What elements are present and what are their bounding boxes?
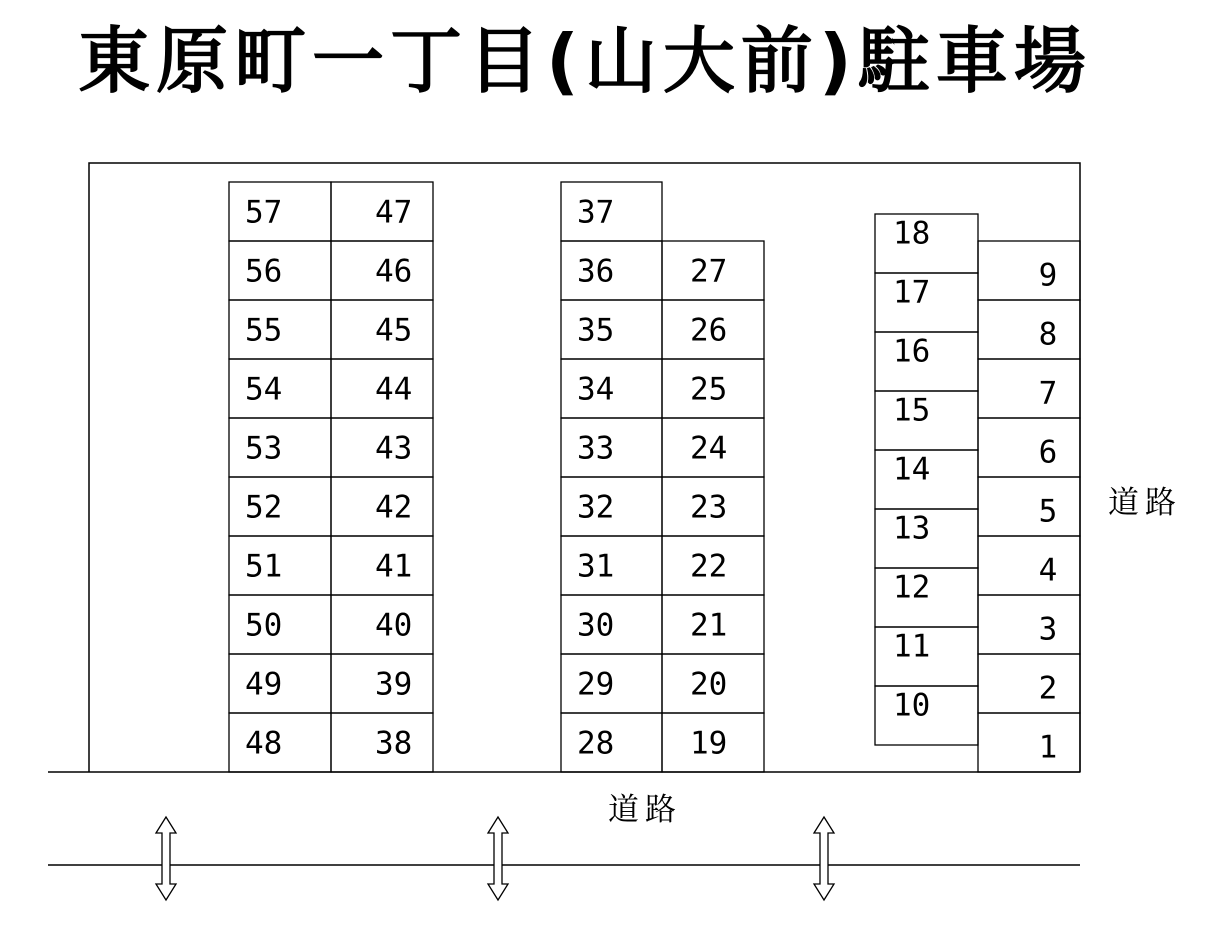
stall-number: 1 — [1038, 729, 1058, 766]
parking-stall — [229, 477, 331, 536]
stall-number: 10 — [893, 687, 931, 724]
stall-number: 21 — [690, 607, 728, 644]
stall-number: 49 — [245, 666, 283, 703]
parking-stall — [978, 477, 1080, 536]
parking-stall — [875, 450, 978, 509]
stall-number: 8 — [1038, 316, 1058, 353]
stall-box — [978, 300, 1080, 359]
parking-stall — [229, 713, 331, 772]
stall-number: 43 — [375, 430, 413, 467]
stall-box — [978, 536, 1080, 595]
parking-stall — [229, 300, 331, 359]
parking-stall — [229, 241, 331, 300]
stall-box — [978, 654, 1080, 713]
stall-number: 22 — [690, 548, 728, 585]
parking-stall — [978, 536, 1080, 595]
stall-number: 11 — [893, 628, 931, 665]
stall-number: 2 — [1038, 670, 1058, 707]
parking-stall — [875, 627, 978, 686]
parking-stall — [662, 654, 764, 713]
parking-stall — [662, 713, 764, 772]
parking-stall — [331, 536, 433, 595]
stall-number: 25 — [690, 371, 728, 408]
stall-number: 16 — [893, 333, 931, 370]
stall-number: 38 — [375, 725, 413, 762]
parking-stall — [662, 418, 764, 477]
stall-number: 23 — [690, 489, 728, 526]
stall-number: 33 — [577, 430, 615, 467]
parking-stall — [331, 300, 433, 359]
stall-number: 34 — [577, 371, 615, 408]
parking-stall — [561, 418, 662, 477]
parking-stall — [331, 241, 433, 300]
parking-stall — [331, 359, 433, 418]
stall-number: 42 — [375, 489, 413, 526]
stall-number: 14 — [893, 451, 931, 488]
parking-stall — [331, 654, 433, 713]
stall-number: 51 — [245, 548, 283, 585]
stall-number: 19 — [690, 725, 728, 762]
parking-stall — [561, 713, 662, 772]
parking-stall — [561, 595, 662, 654]
parking-stall — [662, 536, 764, 595]
parking-stall — [978, 418, 1080, 477]
stall-number: 31 — [577, 548, 615, 585]
stall-number: 24 — [690, 430, 728, 467]
parking-stall — [662, 477, 764, 536]
parking-stall — [561, 300, 662, 359]
stall-number: 9 — [1038, 257, 1058, 294]
parking-stall — [875, 332, 978, 391]
stall-number: 6 — [1038, 434, 1058, 471]
stall-number: 37 — [577, 194, 615, 231]
parking-stall — [229, 654, 331, 713]
stall-box — [978, 418, 1080, 477]
stall-number: 13 — [893, 510, 931, 547]
stall-number: 53 — [245, 430, 283, 467]
stall-number: 26 — [690, 312, 728, 349]
parking-stall — [662, 300, 764, 359]
stall-number: 15 — [893, 392, 931, 429]
road-label-bottom: 道路 — [608, 792, 682, 828]
double-arrow-icon — [814, 817, 834, 900]
stall-box — [978, 241, 1080, 300]
parking-stall — [875, 686, 978, 745]
stall-box — [978, 595, 1080, 654]
parking-stall — [662, 241, 764, 300]
parking-stall — [978, 241, 1080, 300]
stall-number: 41 — [375, 548, 413, 585]
parking-stall — [561, 536, 662, 595]
parking-stall — [561, 182, 662, 241]
parking-stall — [331, 182, 433, 241]
parking-stall — [331, 595, 433, 654]
stall-number: 39 — [375, 666, 413, 703]
stall-number: 5 — [1038, 493, 1058, 530]
road-label-right: 道路 — [1108, 485, 1182, 521]
stall-box — [978, 713, 1080, 772]
stall-number: 28 — [577, 725, 615, 762]
parking-stall — [978, 713, 1080, 772]
parking-stall — [561, 654, 662, 713]
parking-stall — [978, 595, 1080, 654]
parking-stall — [229, 359, 331, 418]
stall-number: 44 — [375, 371, 413, 408]
stall-number: 50 — [245, 607, 283, 644]
stall-number: 32 — [577, 489, 615, 526]
parking-stall — [561, 241, 662, 300]
parking-stall — [561, 359, 662, 418]
stall-number: 55 — [245, 312, 283, 349]
parking-stall — [978, 359, 1080, 418]
stall-number: 4 — [1038, 552, 1058, 589]
stall-number: 30 — [577, 607, 615, 644]
stall-box — [978, 477, 1080, 536]
parking-stall — [331, 418, 433, 477]
parking-stall — [229, 182, 331, 241]
stall-box — [978, 359, 1080, 418]
parking-stall — [875, 568, 978, 627]
stall-number: 18 — [893, 215, 931, 252]
stall-number: 48 — [245, 725, 283, 762]
parking-stall — [662, 595, 764, 654]
parking-stall — [978, 300, 1080, 359]
stall-number: 45 — [375, 312, 413, 349]
stall-number: 52 — [245, 489, 283, 526]
parking-stall — [331, 713, 433, 772]
parking-stall — [875, 273, 978, 332]
page-title: 東原町一丁目(山大前)駐車場 — [78, 19, 1092, 103]
stall-number: 47 — [375, 194, 413, 231]
stall-number: 7 — [1038, 375, 1058, 412]
double-arrow-icon — [156, 817, 176, 900]
parking-stall — [978, 654, 1080, 713]
parking-stall — [875, 214, 978, 273]
stall-number: 46 — [375, 253, 413, 290]
parking-stall — [229, 536, 331, 595]
stall-number: 57 — [245, 194, 283, 231]
stall-number: 12 — [893, 569, 931, 606]
parking-stall — [561, 477, 662, 536]
parking-stall — [662, 359, 764, 418]
parking-stall — [331, 477, 433, 536]
stall-number: 3 — [1038, 611, 1058, 648]
double-arrow-icon — [488, 817, 508, 900]
parking-stall — [229, 595, 331, 654]
stall-number: 56 — [245, 253, 283, 290]
stall-number: 54 — [245, 371, 283, 408]
stall-number: 36 — [577, 253, 615, 290]
stall-number: 40 — [375, 607, 413, 644]
stall-number: 27 — [690, 253, 728, 290]
stall-number: 20 — [690, 666, 728, 703]
stall-number: 17 — [893, 274, 931, 311]
parking-stall — [875, 391, 978, 450]
stall-number: 29 — [577, 666, 615, 703]
parking-stall — [229, 418, 331, 477]
stall-number: 35 — [577, 312, 615, 349]
parking-stall — [875, 509, 978, 568]
